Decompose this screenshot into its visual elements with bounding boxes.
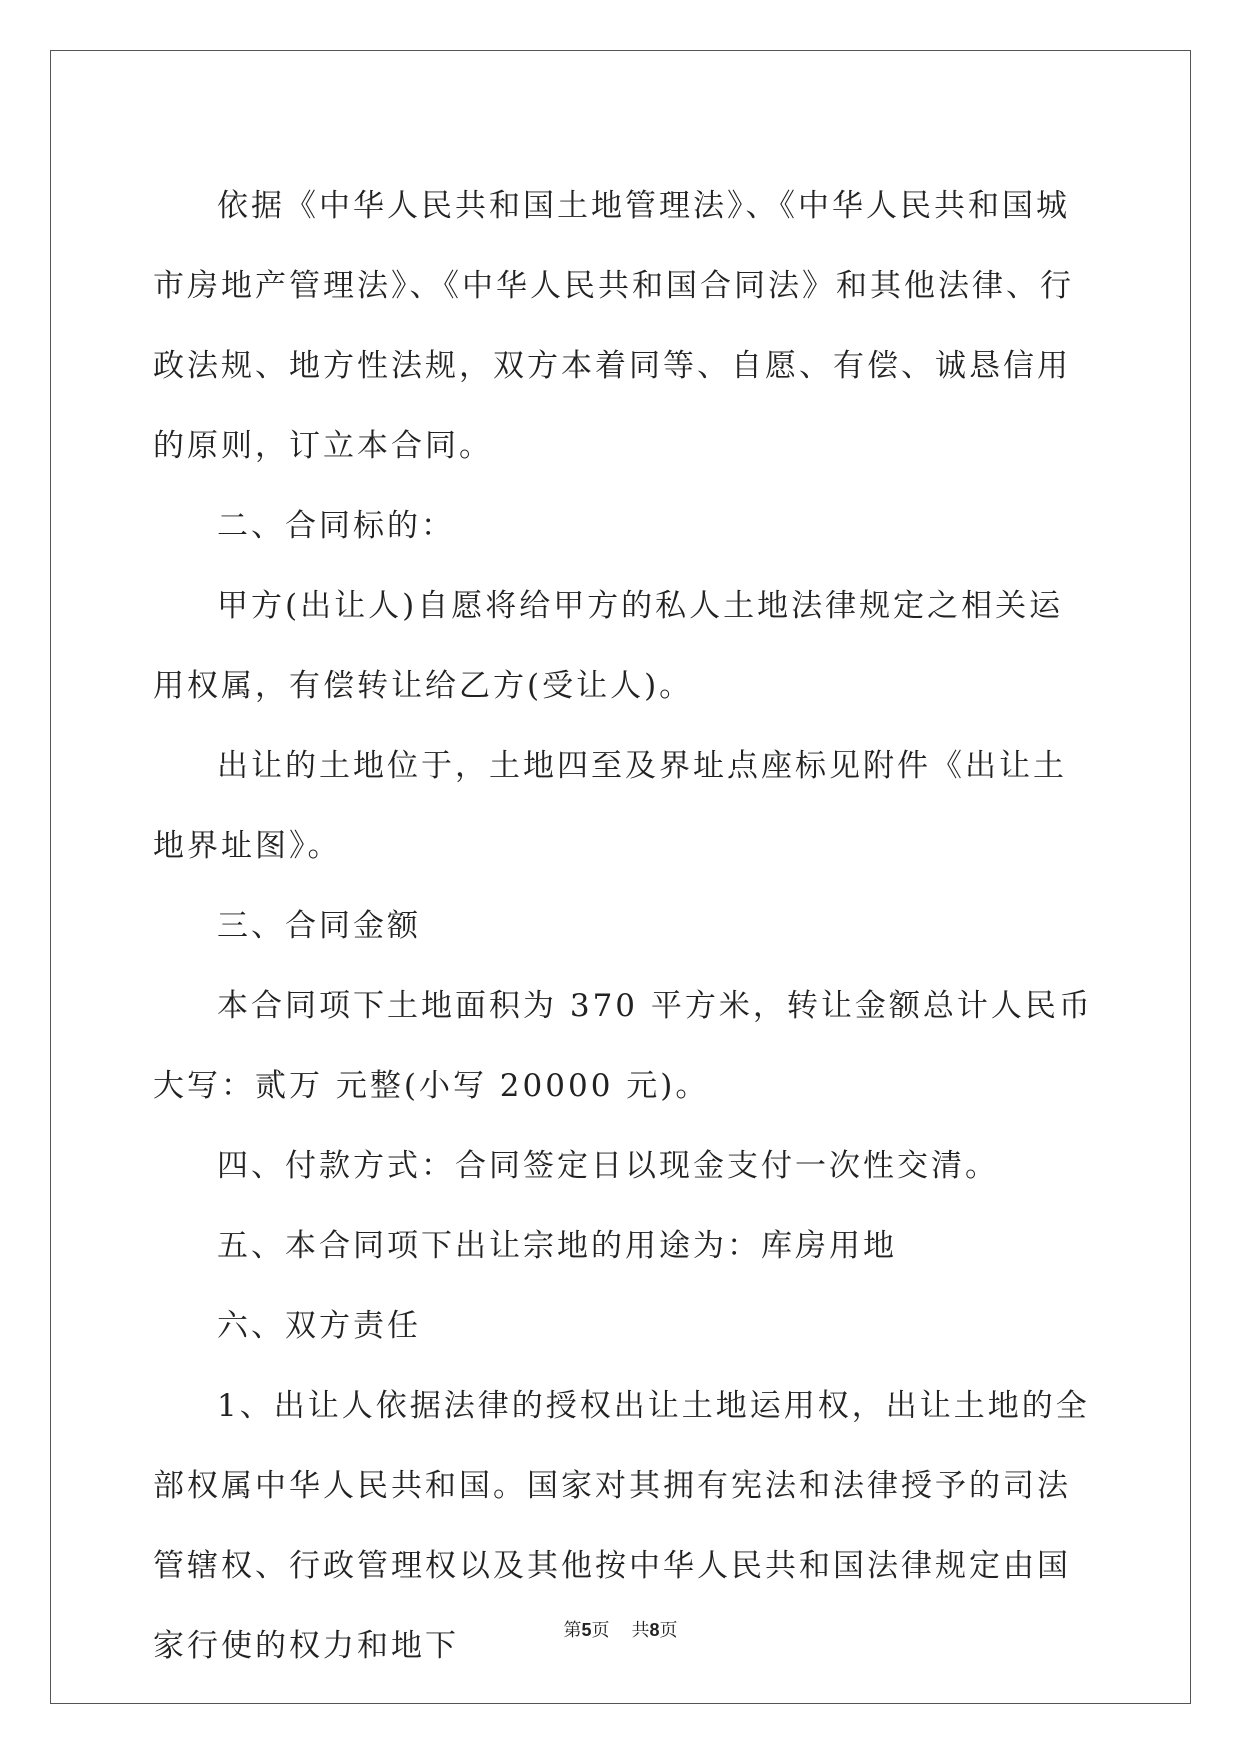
paragraph-payment-method: 四、付款方式：合同签定日以现金支付一次性交清。	[217, 1148, 999, 1184]
heading-contract-subject: 二、合同标的：	[217, 508, 455, 544]
total-prefix: 共	[631, 1620, 650, 1641]
total-suffix: 页	[659, 1620, 678, 1641]
page-prefix: 第	[563, 1620, 582, 1641]
page-total: 8	[649, 1620, 660, 1640]
page-current: 5	[581, 1620, 592, 1640]
paragraph-transfer: 甲方(出让人)自愿将给甲方的私人土地法律规定之相关运用权属，有偿转让给乙方(受让人)。	[153, 588, 1064, 704]
paragraph-responsibility-1: 1、出让人依据法律的授权出让土地运用权，出让土地的全部权属中华人民共和国。国家对其拥有宪法和法律授予的司法管辖权、行政管理权以及其他按中华人民共和国法律规定由国家行使的权力和地下	[153, 1388, 1090, 1664]
document-body	[153, 166, 1093, 1686]
heading-contract-amount: 三、合同金额	[217, 908, 421, 944]
page-suffix: 页	[591, 1620, 610, 1641]
page-footer	[0, 1618, 1241, 1643]
paragraph-land-location: 出让的土地位于，土地四至及界址点座标见附件《出让土地界址图》。	[153, 748, 1067, 864]
heading-responsibilities: 六、双方责任	[217, 1308, 421, 1344]
paragraph-land-use: 五、本合同项下出让宗地的用途为：库房用地	[217, 1228, 897, 1264]
paragraph-legal-basis: 依据《中华人民共和国土地管理法》、《中华人民共和国城市房地产管理法》、《中华人民共和国合同法》和其他法律、行政法规、地方性法规，双方本着同等、自愿、有偿、诚恳信用的原则，订立本合同。	[153, 188, 1074, 464]
paragraph-amount: 本合同项下土地面积为 370 平方米，转让金额总计人民币大写：贰万 元整(小写 20000 元)。	[153, 988, 1093, 1104]
